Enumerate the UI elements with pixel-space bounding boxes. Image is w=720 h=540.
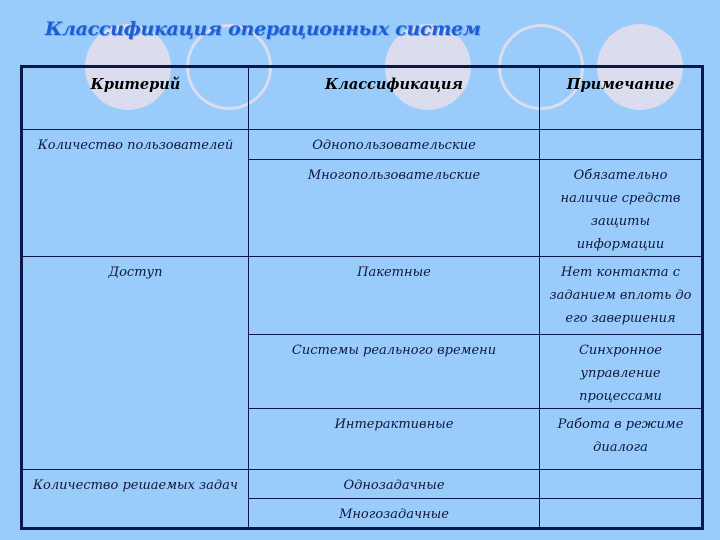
- note-cell: [540, 499, 703, 529]
- note-cell: [540, 470, 703, 499]
- header-note: Примечание: [540, 67, 703, 130]
- criterion-cell: Доступ: [22, 257, 249, 470]
- note-cell: Нет контакта с заданием вплоть до его завершения: [540, 257, 703, 335]
- classification-cell: Системы реального времени: [249, 335, 540, 409]
- table-row: [22, 470, 703, 499]
- header-classification: Классификация: [249, 67, 540, 130]
- header-criterion: Критерий: [22, 67, 249, 130]
- note-cell: [540, 130, 703, 160]
- table-row: [22, 130, 703, 160]
- classification-cell: Однозадачные: [249, 470, 540, 499]
- criterion-cell: Количество пользователей: [22, 130, 249, 257]
- criterion-cell: Количество решаемых задач: [22, 470, 249, 529]
- table-row: [22, 257, 703, 335]
- classification-cell: Пакетные: [249, 257, 540, 335]
- classification-cell: Однопользовательские: [249, 130, 540, 160]
- classification-cell: Многопользовательские: [249, 160, 540, 257]
- note-cell: Синхронное управление процессами: [540, 335, 703, 409]
- note-cell: Работа в режиме диалога: [540, 409, 703, 470]
- note-cell: Обязательно наличие средств защиты информации: [540, 160, 703, 257]
- classification-table: [20, 65, 704, 530]
- table-header-row: [22, 67, 703, 130]
- classification-cell: Многозадачные: [249, 499, 540, 529]
- slide-title: Классификация операционных систем: [45, 18, 481, 40]
- classification-cell: Интерактивные: [249, 409, 540, 470]
